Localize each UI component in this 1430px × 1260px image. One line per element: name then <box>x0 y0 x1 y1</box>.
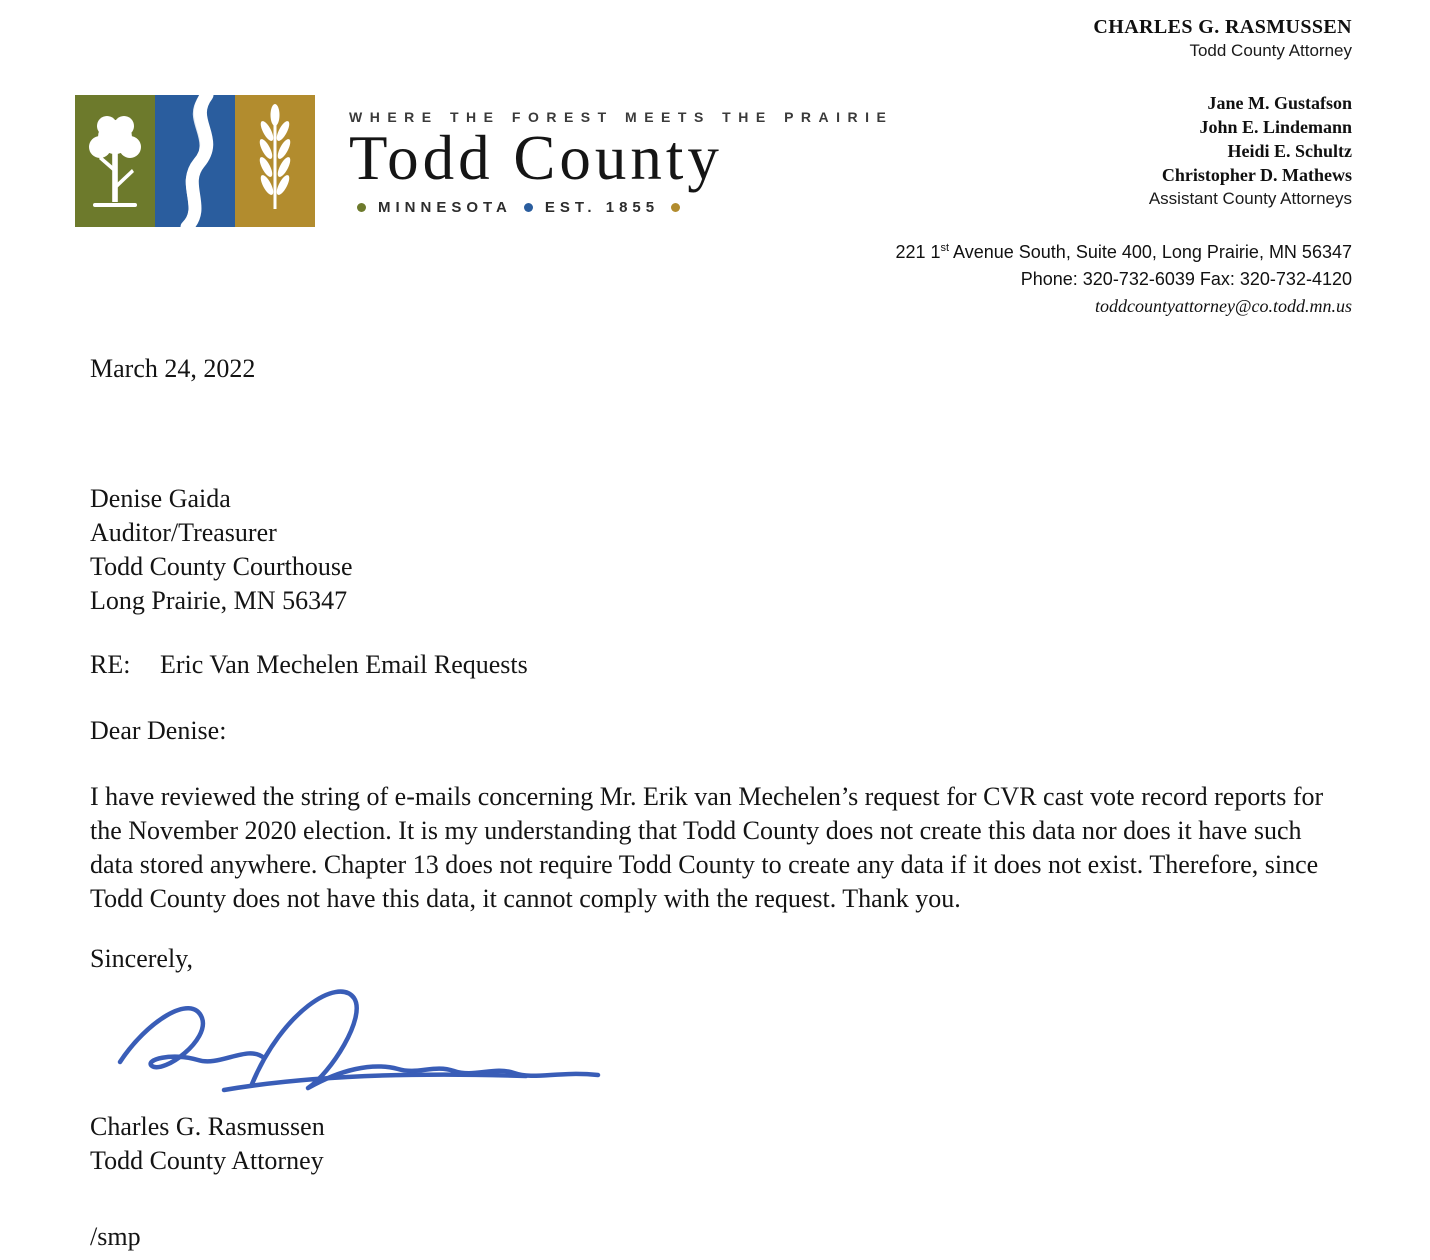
logo-panels-icon <box>75 95 315 227</box>
salutation: Dear Denise: <box>90 716 227 745</box>
recipient-org: Todd County Courthouse <box>90 552 353 581</box>
assistant-attorney: John E. Lindemann <box>1199 117 1352 137</box>
signer-block <box>90 1110 1336 1178</box>
letter-date: March 24, 2022 <box>90 354 256 383</box>
letter-paragraph: I have reviewed the string of e-mails concerning Mr. Erik van Mechelen’s request for CVR cast vote record reports for the November 2020 election. It is my understanding that Todd County does not create this data nor does it have such data stored anywhere. Chapter 13 does not require Todd County to create any data if it does not exist. Therefore, since Todd County does not have this data, it cannot comply with the request. Thank you. <box>90 782 1324 913</box>
re-label: RE: <box>90 650 131 679</box>
county-attorney-title: Todd County Attorney <box>1189 41 1352 60</box>
signature-icon <box>106 978 606 1106</box>
re-subject: Eric Van Mechelen Email Requests <box>160 650 528 679</box>
logo-subline <box>349 199 893 216</box>
logo-text <box>349 95 893 216</box>
recipient-block <box>90 482 1336 618</box>
attorney-header <box>895 16 1352 320</box>
office-address: 221 1st Avenue South, Suite 400, Long Prairie, MN 56347 <box>895 242 1352 262</box>
office-email: toddcountyattorney@co.todd.mn.us <box>1094 296 1352 316</box>
signature <box>106 978 1336 1106</box>
signer-name: Charles G. Rasmussen <box>90 1112 325 1141</box>
logo-est: EST. 1855 <box>544 199 660 217</box>
signer-title: Todd County Attorney <box>90 1146 324 1175</box>
assistant-attorney: Jane M. Gustafson <box>1207 93 1352 113</box>
logo-minnesota: MINNESOTA <box>378 199 512 217</box>
office-address-block <box>895 235 1352 320</box>
logo-county-name: Todd County <box>349 123 723 193</box>
assistant-attorney: Heidi E. Schultz <box>1227 141 1352 161</box>
assistant-attorneys-title: Assistant County Attorneys <box>1148 189 1352 208</box>
typist-initials: /smp <box>90 1222 141 1251</box>
office-phone-fax: Phone: 320-732-6039 Fax: 320-732-4120 <box>1020 269 1352 289</box>
assistant-attorney: Christopher D. Mathews <box>1161 165 1352 185</box>
logo-tagline: WHERE THE FOREST MEETS THE PRAIRIE <box>349 109 894 125</box>
green-dot-icon <box>357 203 366 212</box>
blue-dot-icon <box>524 203 533 212</box>
gold-dot-icon <box>671 203 680 212</box>
recipient-city: Long Prairie, MN 56347 <box>90 586 348 615</box>
recipient-title: Auditor/Treasurer <box>90 518 277 547</box>
letter-body <box>90 352 1336 1254</box>
assistant-attorneys-list <box>895 91 1352 209</box>
closing: Sincerely, <box>90 944 193 973</box>
recipient-name: Denise Gaida <box>90 484 231 513</box>
county-attorney-name: CHARLES G. RASMUSSEN <box>1093 16 1352 38</box>
re-line <box>90 648 1336 682</box>
todd-county-logo <box>75 95 893 227</box>
